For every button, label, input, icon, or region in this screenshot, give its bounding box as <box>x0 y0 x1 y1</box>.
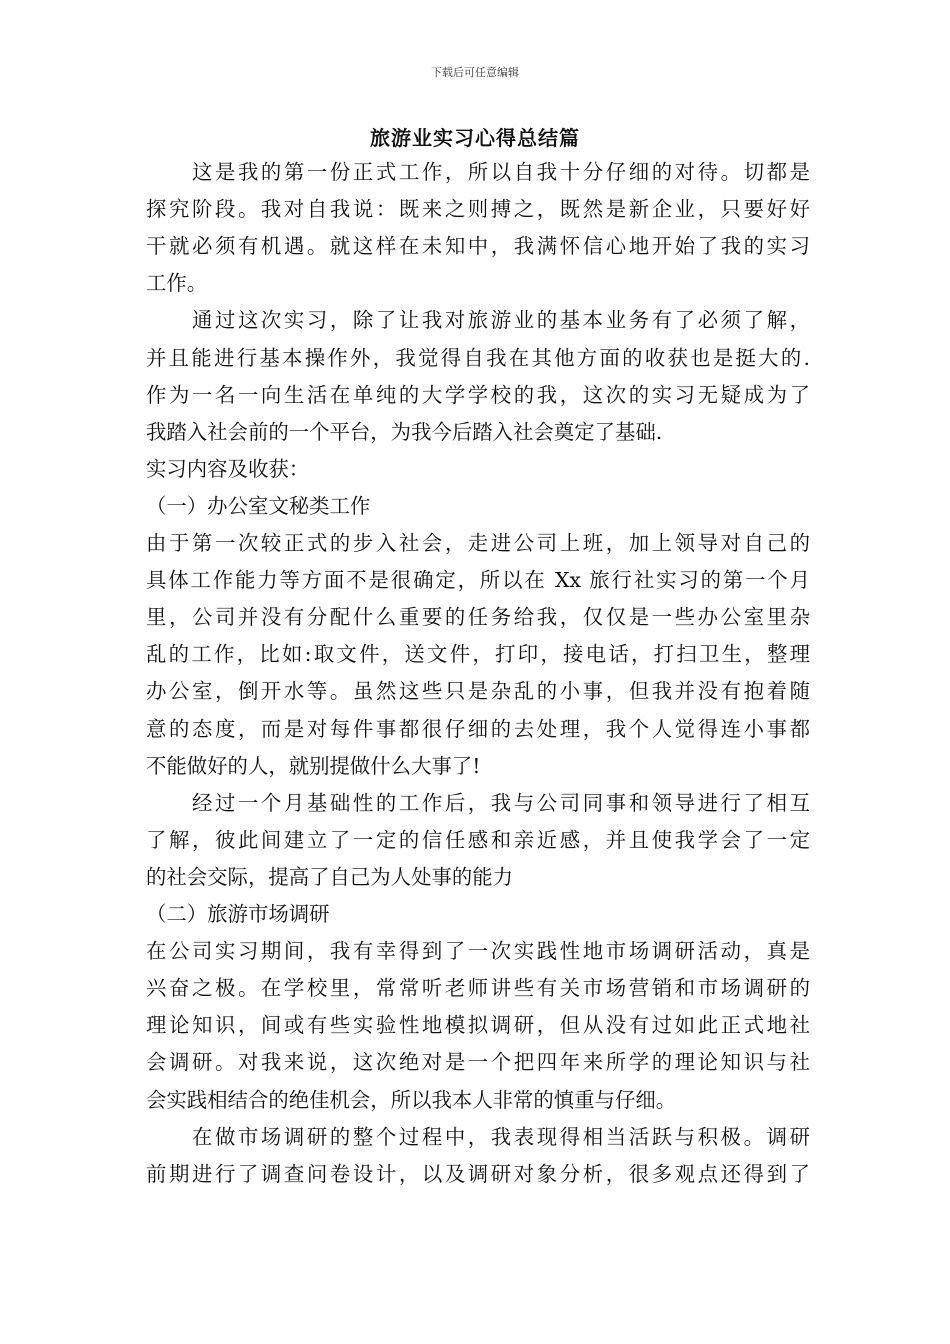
body-line: 工作。 <box>146 271 208 296</box>
body-line: 我踏入社会前的一个平台，为我今后踏入社会奠定了基础. <box>146 419 663 444</box>
body-line: 里，公司并没有分配什么重要的任务给我，仅仅是一些办公室里杂 <box>146 605 810 630</box>
body-line: 通过这次实习，除了让我对旅游业的基本业务有了必须了解， <box>146 308 810 333</box>
body-line: （二）旅游市场调研 <box>146 902 330 926</box>
body-line: 办公室，倒开水等。虽然这些只是杂乱的小事，但我并没有抱着随 <box>146 679 810 704</box>
body-line: 会调研。对我来说，这次绝对是一个把四年来所学的理论知识与社 <box>146 1050 810 1075</box>
body-line: 干就必须有机遇。就这样在未知中，我满怀信心地开始了我的实习 <box>146 234 810 259</box>
body-line: 不能做好的人，就别提做什么大事了! <box>146 753 481 778</box>
body-line: 由于第一次较正式的步入社会，走进公司上班，加上领导对自己的 <box>146 531 810 555</box>
body-line: 在做市场调研的整个过程中，我表现得相当活跃与积极。调研 <box>146 1124 810 1149</box>
body-line: 乱的工作，比如:取文件，送文件，打印，接电话，打扫卫生，整理 <box>146 642 810 667</box>
body-line: 了解，彼此间建立了一定的信任感和亲近感，并且使我学会了一定 <box>146 827 810 852</box>
body-line: 这是我的第一份正式工作，所以自我十分仔细的对待。切都是 <box>146 160 810 184</box>
body-line: 会实践相结合的绝佳机会，所以我本人非常的慎重与仔细。 <box>146 1087 677 1112</box>
body-line: 并且能进行基本操作外，我觉得自我在其他方面的收获也是挺大的. <box>146 345 810 370</box>
body-line: 经过一个月基础性的工作后，我与公司同事和领导进行了相互 <box>146 790 810 815</box>
body-line: 在公司实习期间，我有幸得到了一次实践性地市场调研活动，真是 <box>146 939 810 964</box>
body-line: 的社会交际，提高了自己为人处事的能力 <box>146 864 514 889</box>
body-line: 意的态度，而是对每件事都很仔细的去处理，我个人觉得连小事都 <box>146 716 810 741</box>
body-line: 探究阶段。我对自我说：既来之则搏之，既然是新企业，只要好好 <box>146 197 810 222</box>
document-title: 旅游业实习心得总结篇 <box>370 126 580 150</box>
body-line: 前期进行了调查问卷设计，以及调研对象分析，很多观点还得到了 <box>146 1161 810 1186</box>
body-line: （一）办公室文秘类工作 <box>146 493 371 518</box>
page-header-note: 下载后可任意编辑 <box>431 66 519 79</box>
body-line: 理论知识，间或有些实验性地模拟调研，但从没有过如此正式地社 <box>146 1013 810 1038</box>
body-line: 实习内容及收获： <box>146 456 310 481</box>
body-line: 兴奋之极。在学校里，常常听老师讲些有关市场营销和市场调研的 <box>146 976 810 1001</box>
body-line: 作为一名一向生活在单纯的大学学校的我，这次的实习无疑成为了 <box>146 382 810 407</box>
body-line: 具体工作能力等方面不是很确定，所以在 Xx 旅行社实习的第一个月 <box>146 568 810 593</box>
